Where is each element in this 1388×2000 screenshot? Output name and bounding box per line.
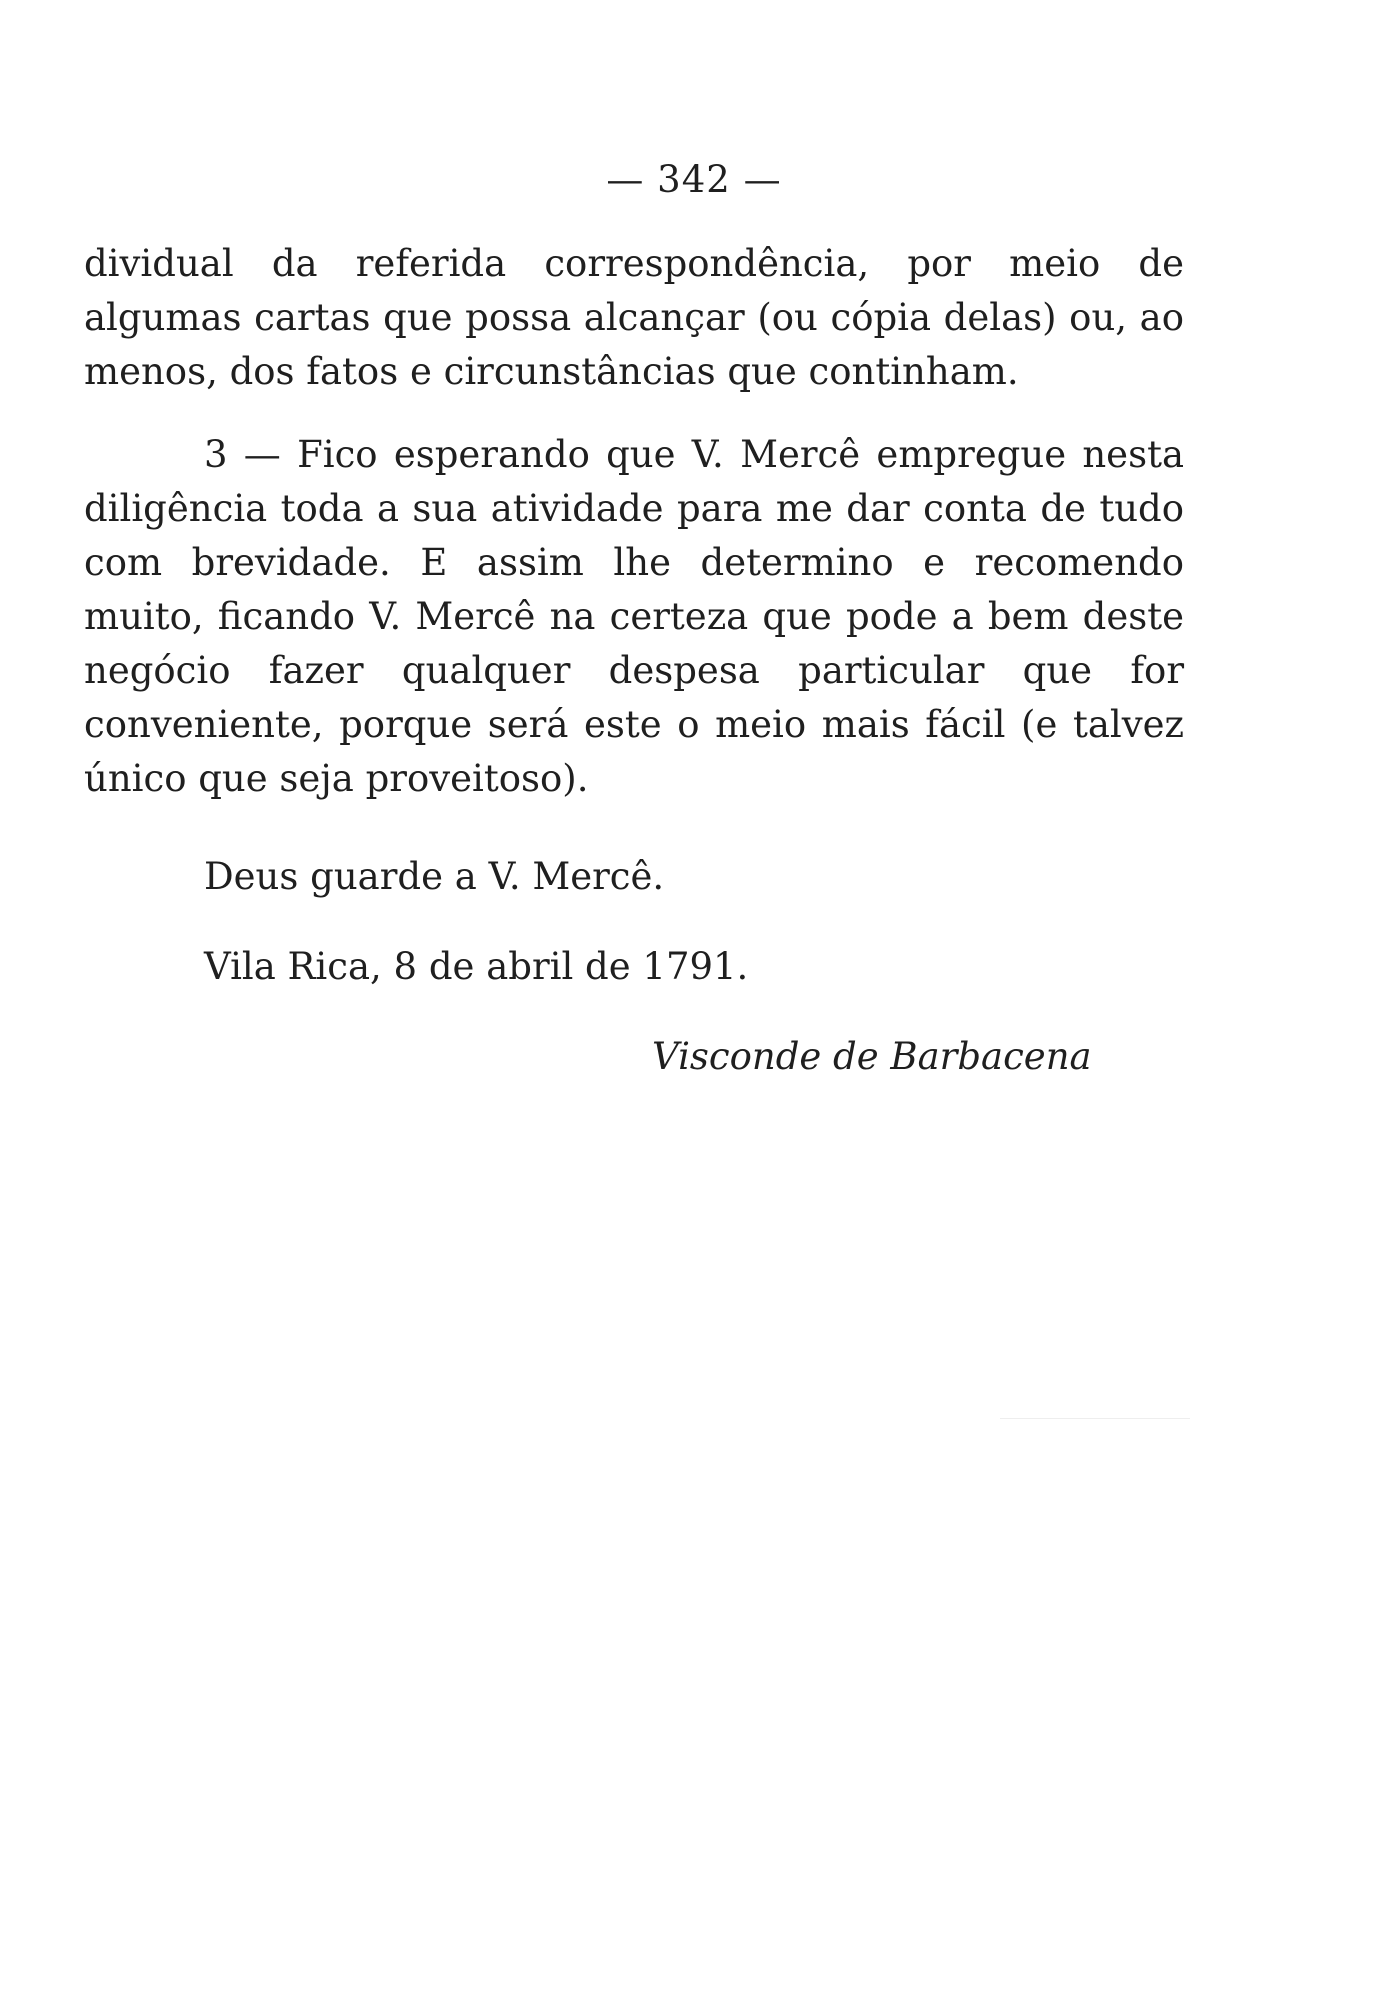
paragraph-1: dividual da referida correspondência, por meio de algumas cartas que possa alcançar (ou cópia delas) ou, ao menos, dos fatos e circunstâncias que continham. (84, 242, 1184, 393)
footnote-rule (1000, 1418, 1190, 1419)
paragraph-2: 3 — Fico esperando que V. Mercê empregue nesta diligência toda a sua atividade para me dar conta de tudo com brevidade. E assim lhe determino e recomendo muito, ficando V. Mercê na certeza que pode a bem deste negócio fazer qualquer despesa particular que for conveniente, porque será este o meio mais fácil (e talvez único que seja proveitoso). (84, 433, 1184, 800)
signature: Visconde de Barbacena (652, 1035, 1092, 1078)
page-number: — 342 — (606, 158, 782, 201)
salutation: Deus guarde a V. Mercê. (204, 855, 665, 898)
place-date: Vila Rica, 8 de abril de 1791. (204, 945, 749, 988)
